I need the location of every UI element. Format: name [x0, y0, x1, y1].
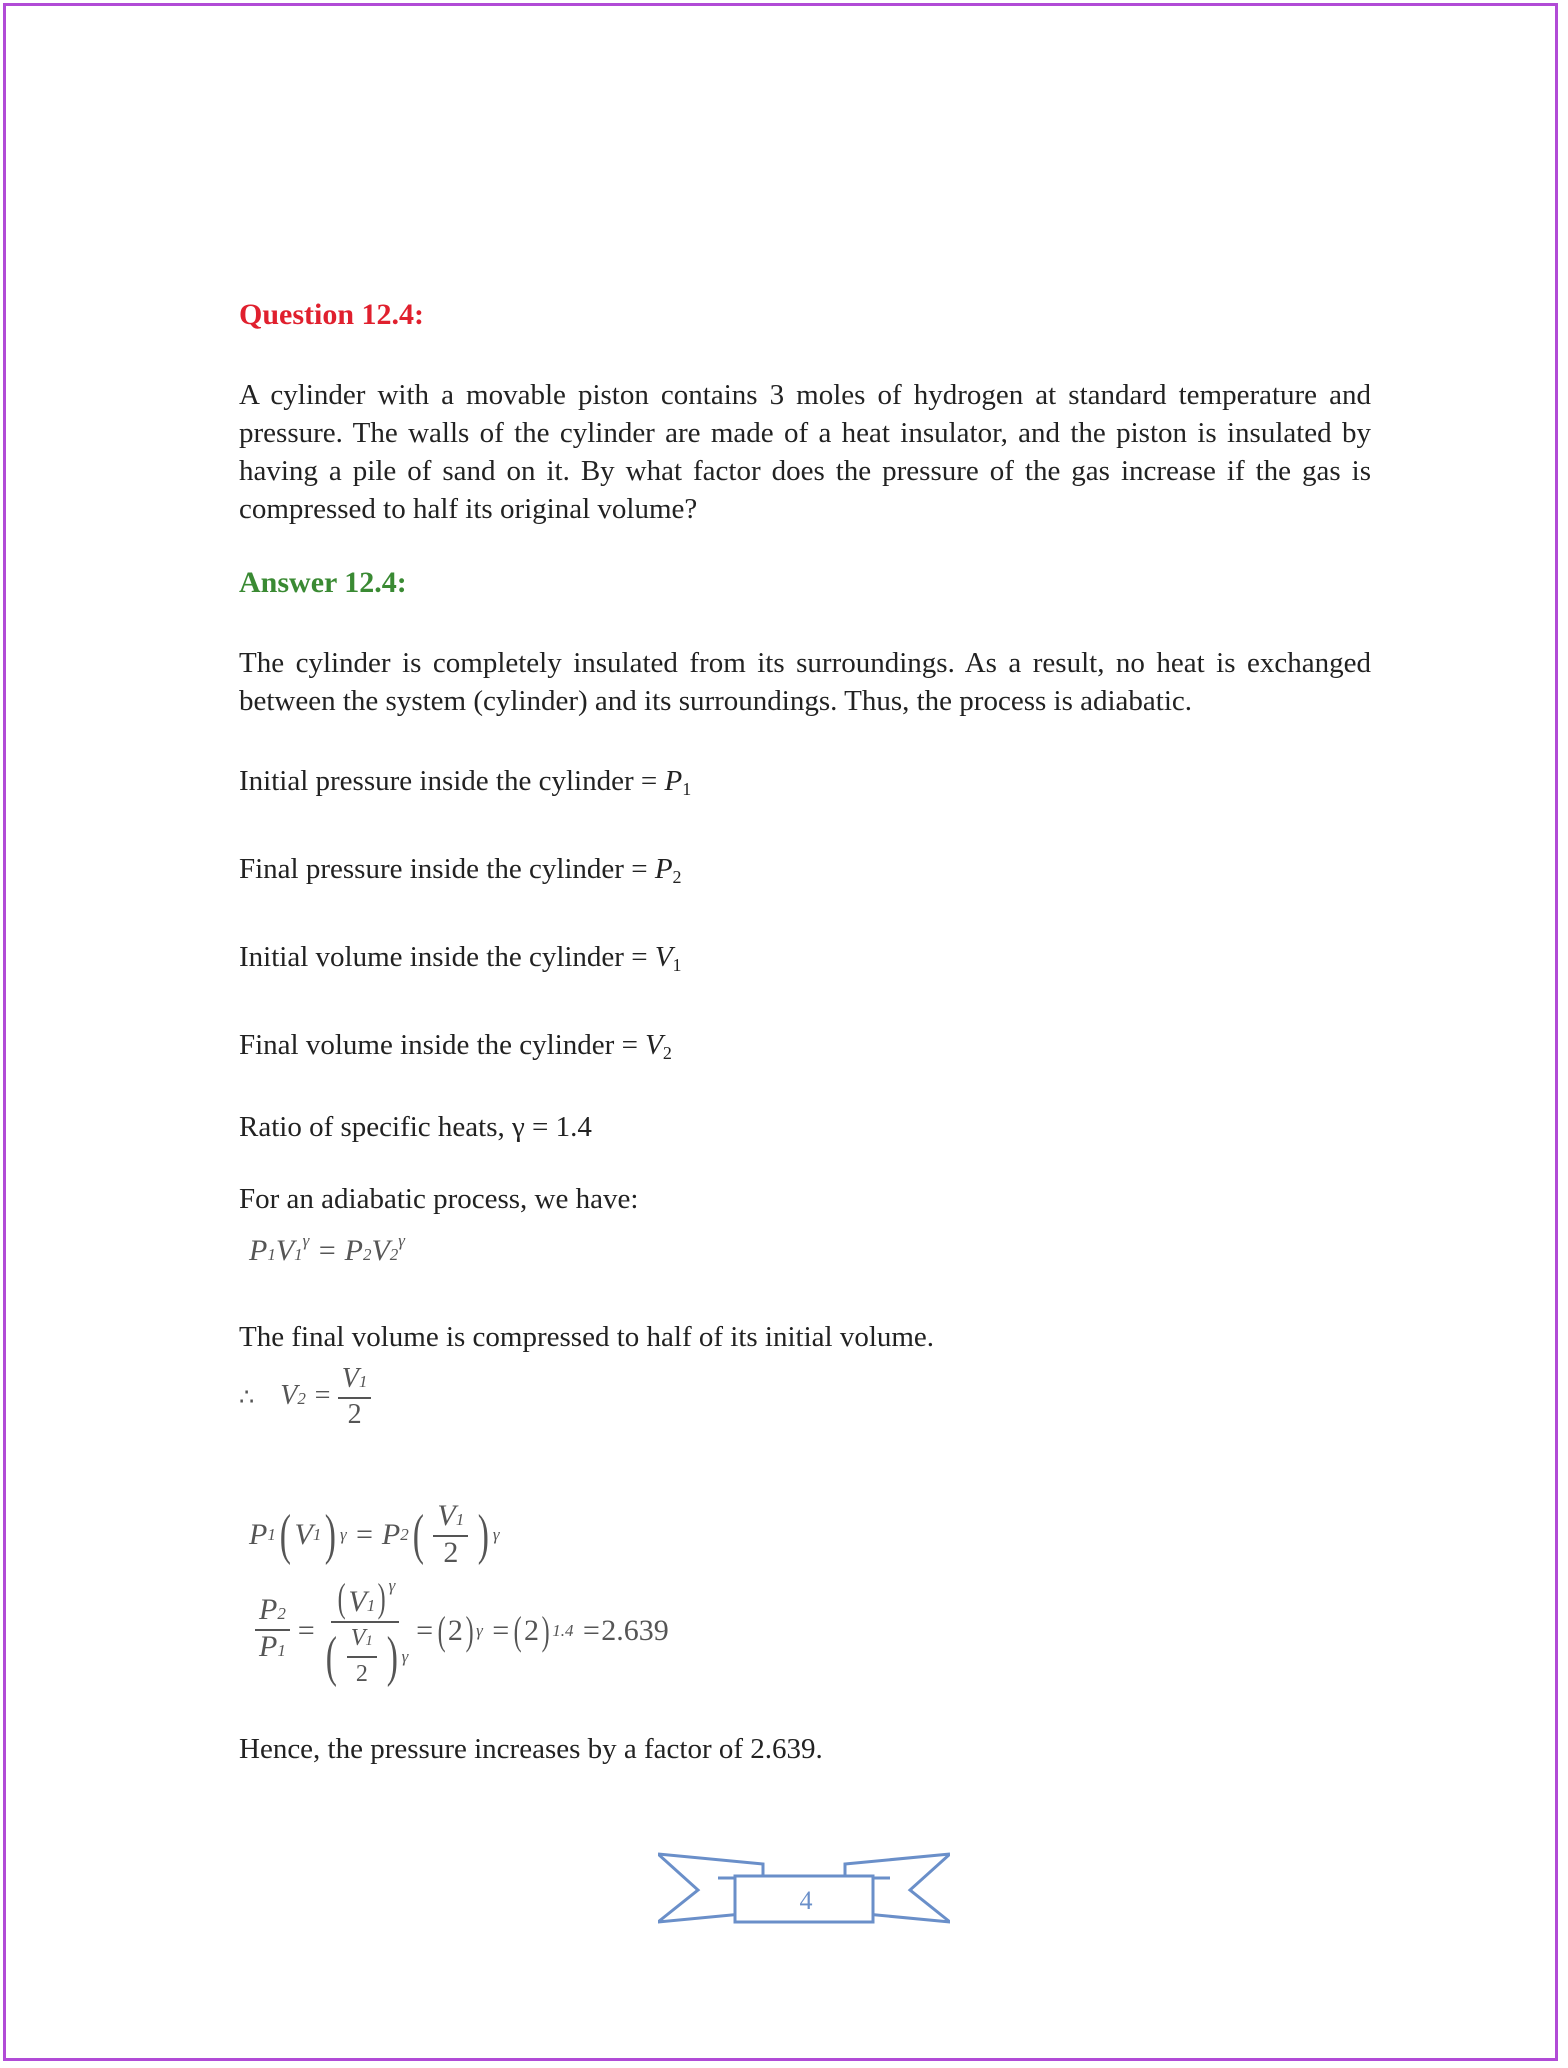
compress-line: The final volume is compressed to half of its initial volume.: [239, 1321, 935, 1353]
result-value: 2.639: [601, 1613, 669, 1647]
symbol: P: [664, 765, 683, 797]
equation-derivation: [249, 1501, 1371, 1690]
page-number: 4: [799, 1886, 813, 1915]
definition-p1: [239, 762, 1371, 808]
definition-p2: [239, 850, 1371, 896]
adiabatic-line: For an adiabatic process, we have:: [239, 1183, 639, 1215]
subscript: 2: [662, 1043, 672, 1063]
equation-v2: ∴ V2 = $\frac{V1}{2}$: [239, 1364, 1371, 1431]
definition-label: Initial volume inside the cylinder =: [239, 941, 655, 973]
subscript: 1: [672, 955, 682, 975]
definition-label: Initial pressure inside the cylinder =: [239, 765, 665, 797]
answer-intro: The cylinder is completely insulated from its surroundings. As a result, no heat is exchanged between the system (cylinder) and its surroundings. Thus, the process is adiabatic.: [239, 647, 1371, 717]
definition-label: Final volume inside the cylinder =: [239, 1029, 646, 1061]
symbol: V: [645, 1029, 663, 1061]
subscript: 1: [682, 779, 692, 799]
therefore-symbol: ∴: [239, 1384, 255, 1411]
gamma-line: Ratio of specific heats, γ = 1.4: [239, 1111, 592, 1143]
equation-ratio: $\frac{P2}{P1}$ = (V1) $^\gamma$ ( $\frac{V1}{2}$ ) γ = ( 2 ) γ = ( 2 ) 1.4 = 2.639: [249, 1571, 1371, 1690]
symbol: P: [654, 853, 673, 885]
subscript: 2: [672, 867, 682, 887]
question-heading: Question 12.4:: [239, 298, 425, 331]
equation-substitution: P 1 ( V 1 ) γ = P 2 ( $\frac{V1}{2}$ ) γ: [249, 1499, 500, 1569]
symbol: V: [654, 941, 673, 973]
conclusion: Hence, the pressure increases by a factor of 2.639.: [239, 1733, 823, 1765]
definition-label: Final pressure inside the cylinder =: [239, 853, 655, 885]
question-text: A cylinder with a movable piston contains 3 moles of hydrogen at standard temperature and pressure. The walls of the cylinder are made of a heat insulator, and the piston is insulated by having a pile of sand on it. By what factor does the pressure of the gas increase if the gas is compressed to half its original volume?: [239, 379, 1371, 525]
page-content: [239, 296, 1371, 1768]
answer-heading: Answer 12.4:: [239, 566, 407, 599]
definition-v1: [239, 938, 1371, 984]
gamma-exponent: 1.4: [552, 1620, 574, 1640]
equation-adiabatic: $P1V1^\gamma = P2V2^\gamma$: [249, 1231, 405, 1267]
definition-v2: [239, 1026, 1371, 1072]
